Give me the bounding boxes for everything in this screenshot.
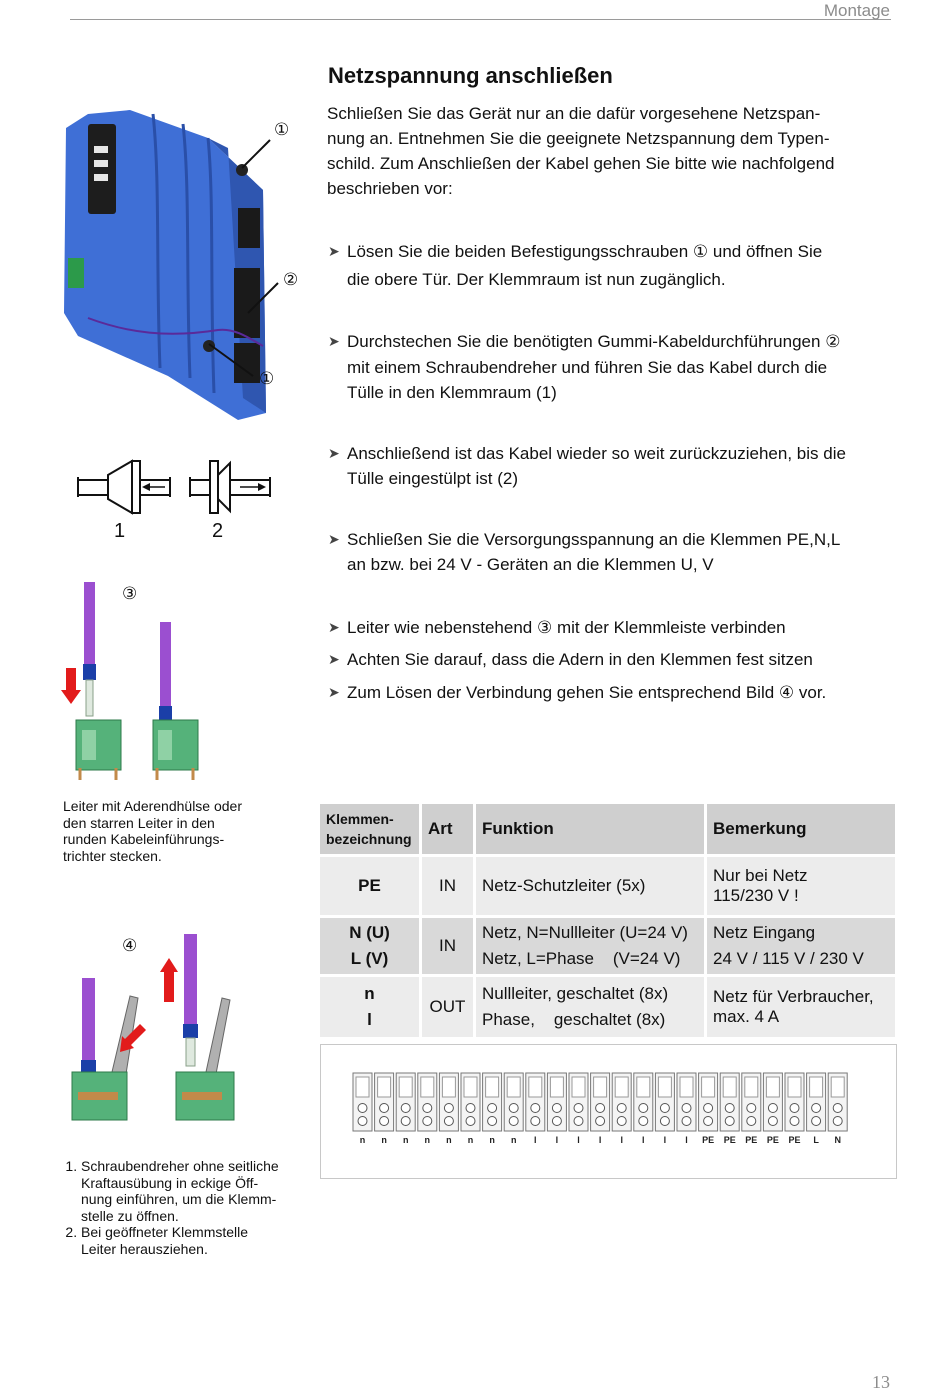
terminal-label: n (489, 1135, 495, 1145)
terminal-label: L (813, 1135, 819, 1145)
grommet-illustration (70, 455, 285, 520)
table-cell-remark: Nur bei Netz 115/230 V ! (707, 857, 898, 918)
step-text: Schließen Sie die Versorgungsspannung an die Klemmen PE,N,L (347, 530, 841, 549)
step-text: Tülle in den Klemmraum (1) (347, 383, 557, 402)
terminal-label: l (598, 1135, 602, 1145)
table-header-remark: Bemerkung (707, 804, 898, 857)
terminal-block (591, 1073, 610, 1131)
table-cell-type: IN (422, 918, 476, 977)
terminal-block (612, 1073, 631, 1131)
step-item (328, 647, 888, 672)
callout-marker-2: ② (283, 270, 299, 290)
step-text: Durchstechen Sie die benötigten Gummi-Kabeldurchführungen (347, 332, 826, 351)
arrow-bullet-icon: ➤ (328, 333, 340, 349)
terminal-label: l (555, 1135, 559, 1145)
callout-marker-1-top: ① (274, 120, 290, 140)
terminal-label: n (467, 1135, 474, 1145)
terminal-label: n (359, 1135, 366, 1145)
terminal-block (396, 1073, 415, 1131)
terminal-block (353, 1073, 372, 1131)
terminal-block (655, 1073, 674, 1131)
caption-line: trichter stecken. (63, 847, 162, 864)
section-label: Montage (823, 1, 890, 20)
release-conductor-illustration (60, 932, 250, 1132)
caption-line: Kraftausübung in eckige Öff- (81, 1174, 259, 1191)
step-marker: ④ (778, 683, 795, 703)
terminal-block (461, 1073, 480, 1131)
terminal-block (375, 1073, 394, 1131)
table-cell-type: OUT (422, 977, 476, 1040)
terminal-block (763, 1073, 782, 1131)
arrow-bullet-icon: ➤ (328, 445, 340, 461)
terminal-label: l (642, 1135, 645, 1145)
step-item (328, 441, 888, 491)
terminal-block (569, 1073, 588, 1131)
caption-line: Leiter herausziehen. (81, 1240, 208, 1257)
step-item (328, 329, 888, 405)
terminal-block (699, 1073, 718, 1131)
table-cell-terminal: n l (320, 977, 422, 1040)
intro-line: schild. Zum Anschließen der Kabel gehen Sie bitte wie nachfolgend (327, 154, 835, 173)
terminal-block (742, 1073, 761, 1131)
terminal-label: PE (745, 1135, 758, 1145)
step-marker: ③ (536, 618, 553, 638)
arrow-bullet-icon: ➤ (328, 684, 340, 700)
step-text: Leiter wie nebenstehend (347, 618, 537, 637)
table-row (320, 977, 898, 1040)
step-text: mit einem Schraubendreher und führen Sie das Kabel durch die (347, 358, 828, 377)
callout-marker-3: ③ (122, 584, 138, 604)
step-marker: ② (825, 332, 841, 352)
terminal-block (785, 1073, 804, 1131)
terminal-label: l (577, 1135, 580, 1145)
callout-marker-4: ④ (122, 936, 138, 956)
terminal-block (547, 1073, 566, 1131)
arrow-bullet-icon: ➤ (328, 651, 340, 667)
terminal-label: n (381, 1135, 387, 1145)
terminal-block (807, 1073, 826, 1131)
step-text: die obere Tür. Der Klemmraum ist nun zugänglich. (347, 270, 726, 289)
intro-paragraph (327, 101, 887, 201)
caption-line: 1. Schraubendreher ohne seitliche (81, 1158, 279, 1174)
intro-line: nung an. Entnehmen Sie die geeignete Netzspannung dem Typen- (327, 129, 830, 148)
step-text: Tülle eingestülpt ist (2) (347, 469, 519, 488)
table-header-row (320, 804, 898, 857)
step-marker: ① (692, 242, 709, 262)
caption-line: nung einführen, um die Klemm- (81, 1191, 277, 1207)
table-cell-function: Nullleiter, geschaltet (8x) Phase, geschaltet (8x) (476, 977, 707, 1040)
terminal-label: l (534, 1135, 537, 1145)
table-cell-remark: Netz für Verbraucher, max. 4 A (707, 977, 898, 1040)
step-item (328, 527, 888, 577)
caption-release (63, 1158, 321, 1257)
table-cell-function: Netz-Schutzleiter (5x) (476, 857, 707, 918)
step-text: mit der Klemmleiste verbinden (552, 618, 786, 637)
terminal-block (504, 1073, 523, 1131)
terminal-label: PE (788, 1135, 801, 1145)
table-cell-type: IN (422, 857, 476, 918)
step-item (328, 239, 888, 292)
header-rule (70, 19, 891, 20)
step-text: Lösen Sie die beiden Befestigungsschrauben (347, 242, 693, 261)
caption-release-step (81, 1158, 321, 1224)
terminal-strip-image (320, 1044, 897, 1179)
step-text: Anschließend ist das Kabel wieder so weit zurückzuziehen, bis die (347, 444, 846, 463)
step-text: vor. (794, 683, 827, 702)
terminal-label: n (402, 1135, 409, 1145)
callout-marker-1-bottom: ① (259, 369, 275, 389)
step-text: an bzw. bei 24 V - Geräten an die Klemmen U, V (347, 555, 714, 574)
terminal-strip-drawing (321, 1045, 896, 1178)
arrow-bullet-icon: ➤ (328, 243, 340, 259)
terminal-block (439, 1073, 458, 1131)
terminal-label: PE (723, 1135, 736, 1145)
intro-line: beschrieben vor: (327, 179, 453, 198)
arrow-bullet-icon: ➤ (328, 619, 340, 635)
caption-insert (63, 798, 303, 864)
terminal-block (828, 1073, 847, 1131)
insert-conductor-illustration (60, 580, 220, 785)
caption-line: den starren Leiter in den (63, 814, 215, 831)
step-item (328, 615, 888, 641)
terminal-label: n (510, 1135, 517, 1145)
terminal-label: n (446, 1135, 452, 1145)
terminal-block (634, 1073, 653, 1131)
page-number: 13 (872, 1372, 890, 1392)
terminal-block (418, 1073, 437, 1131)
table-header-function: Funktion (476, 804, 707, 857)
terminal-label: N (834, 1135, 841, 1145)
terminal-label: n (424, 1135, 431, 1145)
caption-line: 2. Bei geöffneter Klemmstelle (81, 1224, 249, 1240)
table-row (320, 857, 898, 918)
step-item (328, 680, 888, 706)
table-row (320, 918, 898, 977)
terminal-table (320, 804, 898, 1040)
intro-line: Schließen Sie das Gerät nur an die dafür vorgesehene Netzspan- (327, 104, 821, 123)
table-cell-function: Netz, N=Nullleiter (U=24 V) Netz, L=Phase (V=24 V) (476, 918, 707, 977)
caption-line: Leiter mit Aderendhülse oder (63, 798, 242, 814)
table-cell-terminal: PE (320, 857, 422, 918)
arrow-bullet-icon: ➤ (328, 531, 340, 547)
grommet-label-2: 2 (212, 520, 224, 542)
caption-release-step (81, 1224, 321, 1257)
terminal-label: PE (766, 1135, 779, 1145)
table-header-terminal: Klemmen- bezeichnung (320, 804, 422, 857)
terminal-block (677, 1073, 696, 1131)
terminal-label: PE (702, 1135, 715, 1145)
terminal-block (483, 1073, 502, 1131)
table-cell-terminal: N (U) L (V) (320, 918, 422, 977)
caption-line: stelle zu öffnen. (81, 1207, 179, 1224)
terminal-label: l (685, 1135, 688, 1145)
page-title: Netzspannung anschließen (328, 63, 613, 88)
terminal-block (720, 1073, 739, 1131)
step-text: Achten Sie darauf, dass die Adern in den Klemmen fest sitzen (347, 650, 813, 669)
caption-line: runden Kabeleinführungs- (63, 831, 225, 847)
table-header-type: Art (422, 804, 476, 857)
terminal-label: l (663, 1135, 667, 1145)
grommet-label-1: 1 (114, 520, 126, 542)
terminal-label: l (620, 1135, 623, 1145)
table-cell-remark: Netz Eingang 24 V / 115 V / 230 V (707, 918, 898, 977)
step-text: und öffnen Sie (708, 242, 823, 261)
terminal-block (526, 1073, 545, 1131)
step-text: Zum Lösen der Verbindung gehen Sie entsprechend Bild (347, 683, 779, 702)
